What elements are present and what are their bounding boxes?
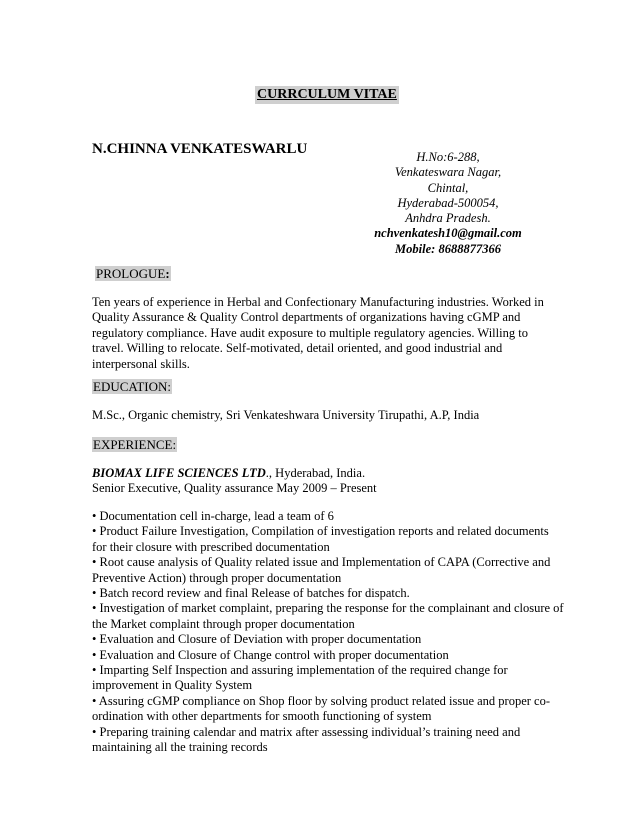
prologue-text: Ten years of experience in Herbal and Confectionary Manufacturing industries. Worked in Quality Assurance & Quality Control departments of organizations having cGMP and regulatory compliance. Have audit exposure to multiple regulatory agencies. Willing to travel. Willing to relocate. Self-motivated, detail oriented, and good industrial and interpersonal skills. xyxy=(92,295,544,371)
candidate-name: N.CHINNA VENKATESWARLU xyxy=(92,141,308,157)
prologue-heading-text: PROLOGUE xyxy=(96,266,166,281)
experience-heading xyxy=(92,436,177,454)
address-line: Chintal, xyxy=(427,180,469,195)
address-line: H.No:6-288, xyxy=(416,150,480,164)
list-item: • Preparing training calendar and matrix after assessing individual’s training need and maintaining all the training records xyxy=(92,724,521,755)
list-item: • Product Failure Investigation, Compilation of investigation reports and related documents for their closure with prescribed documentation xyxy=(92,524,549,554)
responsibility-list xyxy=(92,509,564,756)
list-item: • Imparting Self Inspection and assuring implementation of the required change for improvement in Quality System xyxy=(92,663,508,693)
list-item: • Investigation of market complaint, preparing the response for the complainant and closure of the Market complaint through proper documentation xyxy=(92,601,564,631)
job-role: Senior Executive, Quality assurance May 2009 – Present xyxy=(92,481,377,495)
company-location: ., Hyderabad, India. xyxy=(265,466,366,480)
address-line: Hyderabad-500054, xyxy=(397,195,499,210)
prologue-heading xyxy=(95,265,171,283)
education-heading xyxy=(92,378,172,396)
list-item: • Assuring cGMP compliance on Shop floor by solving product related issue and proper co-ordination with other departments for smooth functioning of system xyxy=(92,693,550,724)
education-heading-text: EDUCATION: xyxy=(93,379,171,394)
list-item: • Evaluation and Closure of Deviation with proper documentation xyxy=(92,632,422,647)
experience-heading-text: EXPERIENCE: xyxy=(93,437,177,452)
document-title: CURRCULUM VITAE xyxy=(257,87,397,102)
mobile-number: Mobile: 8688877366 xyxy=(395,241,501,256)
list-item: • Evaluation and Closure of Change control with proper documentation xyxy=(92,647,449,662)
email-address: nchvenkatesh10@gmail.com xyxy=(374,226,522,241)
education-text: M.Sc., Organic chemistry, Sri Venkateshwara University Tirupathi, A.P, India xyxy=(92,408,480,422)
address-block xyxy=(360,150,536,257)
company-name: BIOMAX LIFE SCIENCES LTD xyxy=(92,466,266,480)
address-line: Venkateswara Nagar, xyxy=(394,165,502,180)
list-item: • Batch record review and final Release of batches for dispatch. xyxy=(92,586,410,601)
list-item: • Documentation cell in-charge, lead a team of 6 xyxy=(92,509,334,523)
prologue-colon: : xyxy=(165,266,170,281)
list-item: • Root cause analysis of Quality related issue and Implementation of CAPA (Corrective and Preventive Action) through proper documentation xyxy=(92,555,551,585)
address-line: Anhdra Pradesh. xyxy=(405,211,491,226)
employer-line xyxy=(92,466,562,481)
